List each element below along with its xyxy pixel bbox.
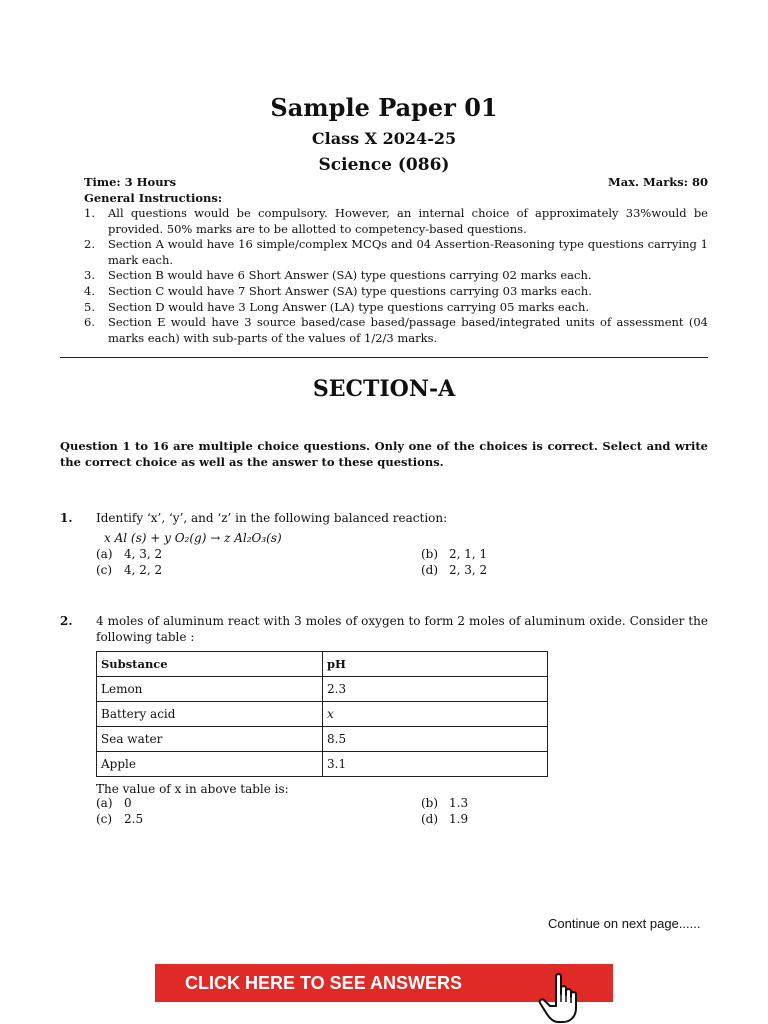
divider bbox=[60, 357, 708, 358]
table-cell: x bbox=[323, 702, 548, 727]
table-row bbox=[97, 727, 548, 752]
question-2-number: 2. bbox=[60, 614, 73, 628]
table-row bbox=[97, 702, 548, 727]
ph-table bbox=[96, 651, 548, 777]
see-answers-button[interactable]: CLICK HERE TO SEE ANSWERS bbox=[155, 964, 613, 1002]
question-2-option-c: (c) 2.5 bbox=[96, 812, 144, 826]
instruction-item: 1. All questions would be compulsory. However, an internal choice of approximately 33%would be provided. 50% marks are to be allotted to competency-based questions. bbox=[84, 206, 708, 236]
section-intro: Question 1 to 16 are multiple choice questions. Only one of the choices is correct. Select and write the correct choice as well as the answer to these questions. bbox=[60, 439, 708, 469]
question-2-text: 4 moles of aluminum react with 3 moles of oxygen to form 2 moles of aluminum oxide. Consider the following table : bbox=[96, 614, 708, 644]
question-2-followup: The value of x in above table is: bbox=[96, 782, 289, 796]
question-1-option-a: (a) 4, 3, 2 bbox=[96, 547, 163, 561]
table-cell: 8.5 bbox=[323, 727, 548, 752]
instructions-list bbox=[84, 206, 708, 346]
continue-note: Continue on next page...... bbox=[548, 916, 701, 931]
instructions-heading: General Instructions: bbox=[84, 191, 223, 205]
table-header-substance: Substance bbox=[97, 652, 323, 677]
instruction-item: 5. Section D would have 3 Long Answer (LA) type questions carrying 05 marks each. bbox=[84, 299, 590, 314]
table-cell: Sea water bbox=[97, 727, 323, 752]
question-1-option-b: (b) 2, 1, 1 bbox=[421, 547, 488, 561]
table-cell: 3.1 bbox=[323, 752, 548, 777]
max-marks-label: Max. Marks: 80 bbox=[608, 175, 708, 189]
instruction-item: 2. Section A would have 16 simple/complex MCQs and 04 Assertion-Reasoning type questions carrying 1 mark each. bbox=[84, 237, 708, 267]
instruction-item: 6. Section E would have 3 source based/case based/passage based/integrated units of assessment (04 marks each) with sub-parts of the values of 1/2/3 marks. bbox=[84, 315, 708, 345]
question-1-number: 1. bbox=[60, 511, 73, 525]
pointing-hand-icon[interactable] bbox=[536, 972, 582, 1024]
question-2-option-b: (b) 1.3 bbox=[421, 796, 469, 810]
question-1-option-d: (d) 2, 3, 2 bbox=[421, 563, 488, 577]
table-cell: Lemon bbox=[97, 677, 323, 702]
table-row bbox=[97, 752, 548, 777]
section-title: SECTION-A bbox=[312, 376, 456, 402]
table-cell: Battery acid bbox=[97, 702, 323, 727]
time-label: Time: 3 Hours bbox=[84, 175, 177, 189]
subject-label: Science (086) bbox=[318, 155, 450, 175]
question-1-text: Identify ‘x’, ‘y’, and ‘z’ in the following balanced reaction: bbox=[96, 511, 448, 525]
question-1-option-c: (c) 4, 2, 2 bbox=[96, 563, 163, 577]
instruction-item: 4. Section C would have 7 Short Answer (SA) type questions carrying 03 marks each. bbox=[84, 283, 592, 298]
table-header-row bbox=[97, 652, 548, 677]
table-header-ph: pH bbox=[323, 652, 548, 677]
paper-title: Sample Paper 01 bbox=[270, 93, 498, 122]
question-2-option-d: (d) 1.9 bbox=[421, 812, 469, 826]
question-1-equation: x Al (s) + y O₂(g) → z Al₂O₃(s) bbox=[104, 531, 282, 545]
table-cell: Apple bbox=[97, 752, 323, 777]
question-2-option-a: (a) 0 bbox=[96, 796, 132, 810]
table-cell: 2.3 bbox=[323, 677, 548, 702]
class-label: Class X 2024-25 bbox=[311, 129, 457, 148]
table-row bbox=[97, 677, 548, 702]
instruction-item: 3. Section B would have 6 Short Answer (SA) type questions carrying 02 marks each. bbox=[84, 268, 592, 283]
